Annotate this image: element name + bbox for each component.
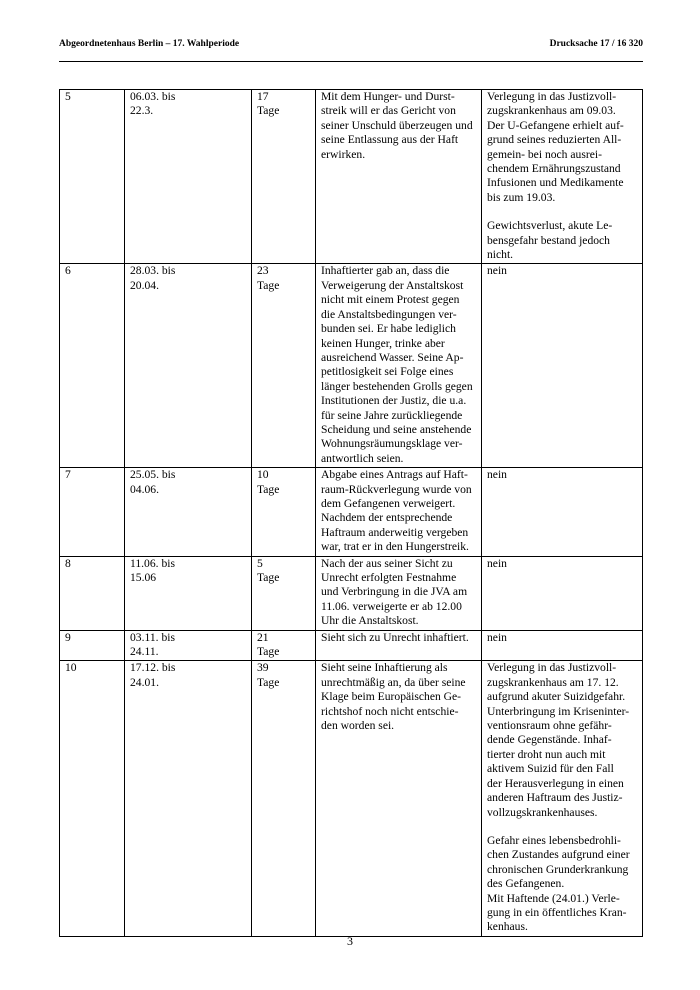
- reason-text: Abgabe eines Antrags auf Haft- raum-Rückverlegung wurde von dem Gefangenen verweigert. Nachdem der entsprechende Haftraum anderweitig vergeben war, trat er in den Hungerstreik.: [321, 468, 472, 554]
- row-number-cell: [60, 556, 125, 630]
- table-row: [60, 556, 643, 630]
- table-row: [60, 90, 643, 264]
- measures-cell: [482, 630, 643, 661]
- header-document-number: Drucksache 17 / 16 320: [549, 39, 643, 49]
- row-number-cell: [60, 661, 125, 936]
- duration-cell: [252, 90, 316, 264]
- duration-text: 5 Tage: [257, 556, 280, 584]
- reason-cell: [316, 661, 482, 936]
- duration-text: 21 Tage: [257, 630, 280, 659]
- period-text: 17.12. bis 24.01.: [130, 661, 176, 689]
- row-number-cell: [60, 468, 125, 556]
- measures-text: Verlegung in das Justizvoll- zugskrankenhaus am 09.03. Der U-Gefangene erhielt auf- grund seines reduzierten All- gemein- bei noch ausrei- chendem Ernährungszustand Infusionen und Medikamente bis zum 19.03.: [487, 90, 624, 204]
- row-number-cell: [60, 90, 125, 264]
- row-number: 6: [65, 264, 71, 278]
- reason-text: Nach der aus seiner Sicht zu Unrecht erfolgten Festnahme und Verbringung in die JVA am 11.06. verweigerte er ab 12.00 Uhr die Anstaltskost.: [321, 556, 468, 628]
- measures-text: nein: [487, 468, 507, 482]
- table-row: [60, 468, 643, 556]
- header-parliament-title: Abgeordnetenhaus Berlin – 17. Wahlperiode: [59, 39, 240, 49]
- reason-text: Sieht seine Inhaftierung als unrechtmäßig an, da über seine Klage beim Europäischen Ge- richtshof noch nicht entschie- den worden sei.: [321, 661, 466, 733]
- duration-text: 10 Tage: [257, 468, 280, 496]
- page-number: 3: [347, 934, 353, 948]
- period-cell: [125, 468, 252, 556]
- header-divider: [59, 61, 643, 62]
- reason-cell: [316, 556, 482, 630]
- duration-text: 39 Tage: [257, 661, 280, 689]
- measures-cell: [482, 468, 643, 556]
- duration-cell: [252, 264, 316, 468]
- duration-text: 23 Tage: [257, 264, 280, 292]
- measures-text: nein: [487, 556, 507, 570]
- measures-cell: [482, 264, 643, 468]
- measures-text: Verlegung in das Justizvoll- zugskrankenhaus am 17. 12. aufgrund akuter Suizidgefahr. Unterbringung im Kriseninter- ventionsraum ohne gefähr- dende Gegenstände. Inhaf- tierter droht nun auch mit aktivem Suizid für den Fall der Herausverlegung in einen anderen Haftraum des Justiz- vollzugskrankenhauses.: [487, 661, 630, 819]
- row-number: 9: [65, 630, 71, 644]
- duration-cell: [252, 468, 316, 556]
- table-row: [60, 264, 643, 468]
- duration-cell: [252, 630, 316, 661]
- table-row: [60, 630, 643, 661]
- period-cell: [125, 556, 252, 630]
- duration-text: 17 Tage: [257, 90, 280, 118]
- measures-text: nein: [487, 264, 507, 278]
- row-number: 5: [65, 90, 71, 103]
- table-row: [60, 661, 643, 936]
- duration-cell: [252, 661, 316, 936]
- period-text: 25.05. bis 04.06.: [130, 468, 176, 496]
- reason-text: Sieht sich zu Unrecht inhaftiert.: [321, 630, 469, 644]
- reason-cell: [316, 468, 482, 556]
- period-text: 11.06. bis 15.06: [130, 556, 175, 584]
- measures-text: nein: [487, 630, 507, 644]
- measures-note: Gewichtsverlust, akute Le- bensgefahr bestand jedoch nicht.: [487, 219, 613, 262]
- row-number-cell: [60, 264, 125, 468]
- measures-cell: [482, 661, 643, 936]
- reason-text: Mit dem Hunger- und Durst- streik will er das Gericht von seiner Unschuld überzeugen und seine Entlassung aus der Haft erwirken.: [321, 90, 473, 161]
- row-number: 7: [65, 468, 71, 482]
- page-header: [59, 39, 643, 49]
- period-cell: [125, 630, 252, 661]
- row-number: 8: [65, 556, 71, 570]
- row-number: 10: [65, 661, 77, 675]
- reason-cell: [316, 630, 482, 661]
- row-number-cell: [60, 630, 125, 661]
- reason-cell: [316, 264, 482, 468]
- duration-cell: [252, 556, 316, 630]
- reason-cell: [316, 90, 482, 264]
- measures-note: Gefahr eines lebensbedrohli- chen Zustandes aufgrund einer chronischen Grunderkrankung des Gefangenen. Mit Haftende (24.01.) Verle- gung in ein öffentliches Kran- kenhaus.: [487, 833, 630, 934]
- period-text: 06.03. bis 22.3.: [130, 90, 176, 118]
- measures-cell: [482, 556, 643, 630]
- measures-cell: [482, 90, 643, 264]
- period-cell: [125, 661, 252, 936]
- hunger-strike-table: [59, 89, 643, 937]
- period-cell: [125, 90, 252, 264]
- reason-text: Inhaftierter gab an, dass die Verweigerung der Anstaltskost nicht mit einem Protest gegen die Anstaltsbedingungen ver- bunden sei. Er habe lediglich keinen Hunger, trinke aber ausreichend Wasser. Seine Ap- petitlosigkeit sei Folge eines länger bestehenden Grolls gegen Institutionen der Justiz, die u.a. für seine Jahre zurückliegende Scheidung und seine anstehende Wohnungsräumungsklage ver- antwortlich seien.: [321, 264, 473, 465]
- period-cell: [125, 264, 252, 468]
- period-text: 28.03. bis 20.04.: [130, 264, 176, 292]
- period-text: 03.11. bis 24.11.: [130, 630, 175, 659]
